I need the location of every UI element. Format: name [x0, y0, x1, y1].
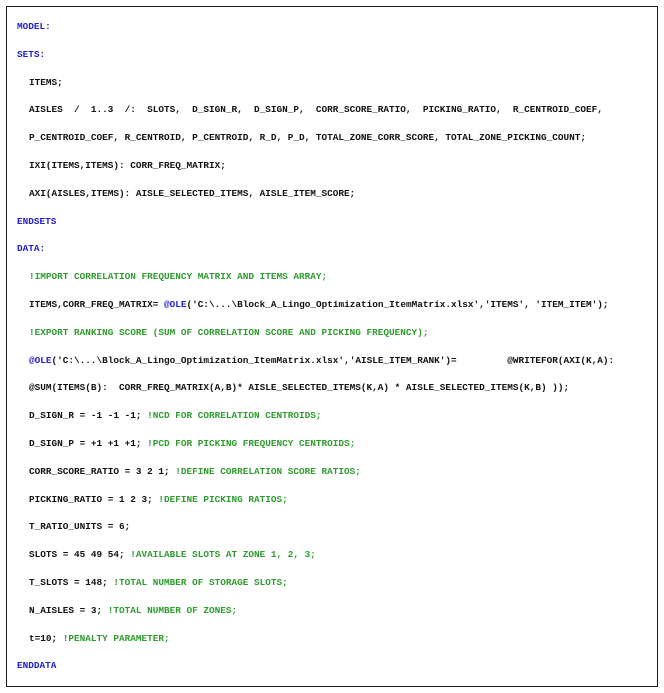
- code-line: P_CENTROID_COEF, R_CENTROID, P_CENTROID, R_D, P_D, TOTAL_ZONE_CORR_SCORE, TOTAL_ZONE_PICKING_COUNT;: [29, 132, 586, 144]
- code-line: [17, 660, 651, 688]
- keyword-sets: SETS:: [17, 48, 46, 60]
- code-comment: !AVAILABLE SLOTS AT ZONE 1, 2, 3;: [130, 549, 316, 561]
- code-text: D_SIGN_R = -1 -1 -1;: [29, 410, 148, 422]
- keyword-enddata: ENDDATA: [17, 660, 57, 672]
- code-comment: !PCD FOR PICKING FREQUENCY CENTROIDS;: [147, 437, 356, 449]
- code-line: [17, 49, 651, 77]
- code-text: D_SIGN_P = +1 +1 +1;: [29, 437, 148, 449]
- code-comment: !NCD FOR CORRELATION CENTROIDS;: [147, 410, 322, 422]
- code-text: PICKING_RATIO = 1 2 3;: [29, 493, 159, 505]
- code-editor: [17, 21, 651, 688]
- code-line: [17, 438, 651, 466]
- code-line: ITEMS;: [29, 76, 63, 88]
- keyword-ole: @OLE: [164, 298, 187, 310]
- code-line: [17, 327, 651, 355]
- code-line: AXI(AISLES,ITEMS): AISLE_SELECTED_ITEMS, AISLE_ITEM_SCORE;: [29, 187, 356, 199]
- code-frame: [6, 6, 658, 687]
- code-comment: !IMPORT CORRELATION FREQUENCY MATRIX AND ITEMS ARRAY;: [29, 271, 328, 283]
- code-text: T_SLOTS = 148;: [29, 576, 114, 588]
- code-line: [17, 216, 651, 244]
- code-line: [17, 299, 651, 327]
- code-comment: !TOTAL NUMBER OF STORAGE SLOTS;: [113, 576, 288, 588]
- code-line: T_RATIO_UNITS = 6;: [29, 521, 131, 533]
- keyword-ole: @OLE: [29, 354, 52, 366]
- code-line: [17, 466, 651, 494]
- code-line: [17, 549, 651, 577]
- code-line: @SUM(ITEMS(B): CORR_FREQ_MATRIX(A,B)* AISLE_SELECTED_ITEMS(K,A) * AISLE_SELECTED_ITEMS(K,B) ));: [29, 382, 570, 394]
- keyword-endsets: ENDSETS: [17, 215, 57, 227]
- code-comment: !EXPORT RANKING SCORE (SUM OF CORRELATION SCORE AND PICKING FREQUENCY);: [29, 326, 429, 338]
- keyword-data: DATA:: [17, 243, 46, 255]
- code-comment: !DEFINE CORRELATION SCORE RATIOS;: [175, 465, 361, 477]
- code-text: CORR_SCORE_RATIO = 3 2 1;: [29, 465, 176, 477]
- code-line: [17, 410, 651, 438]
- code-comment: !DEFINE PICKING RATIOS;: [158, 493, 288, 505]
- code-line: [17, 494, 651, 522]
- code-text: N_AISLES = 3;: [29, 604, 108, 616]
- code-line: AISLES / 1..3 /: SLOTS, D_SIGN_R, D_SIGN_P, CORR_SCORE_RATIO, PICKING_RATIO, R_CENTROID_COEF,: [29, 104, 603, 116]
- code-comment: !PENALTY PARAMETER;: [62, 632, 170, 644]
- code-line: [17, 355, 651, 383]
- code-line: [17, 243, 651, 271]
- code-line: [17, 271, 651, 299]
- code-line: [17, 577, 651, 605]
- code-comment: !TOTAL NUMBER OF ZONES;: [107, 604, 238, 616]
- code-text: SLOTS = 45 49 54;: [29, 549, 131, 561]
- code-line: [17, 21, 651, 49]
- code-line: [17, 633, 651, 661]
- code-text: ('C:\...\Block_A_Lingo_Optimization_ItemMatrix.xlsx','AISLE_ITEM_RANK')= @WRITEFOR(AXI(K,A):: [51, 354, 615, 366]
- code-line: [17, 605, 651, 633]
- code-text: ('C:\...\Block_A_Lingo_Optimization_ItemMatrix.xlsx','ITEMS', 'ITEM_ITEM');: [186, 298, 609, 310]
- code-text: ITEMS,CORR_FREQ_MATRIX=: [29, 298, 165, 310]
- code-line: IXI(ITEMS,ITEMS): CORR_FREQ_MATRIX;: [29, 159, 226, 171]
- code-text: t=10;: [29, 632, 63, 644]
- keyword-model: MODEL:: [17, 21, 51, 32]
